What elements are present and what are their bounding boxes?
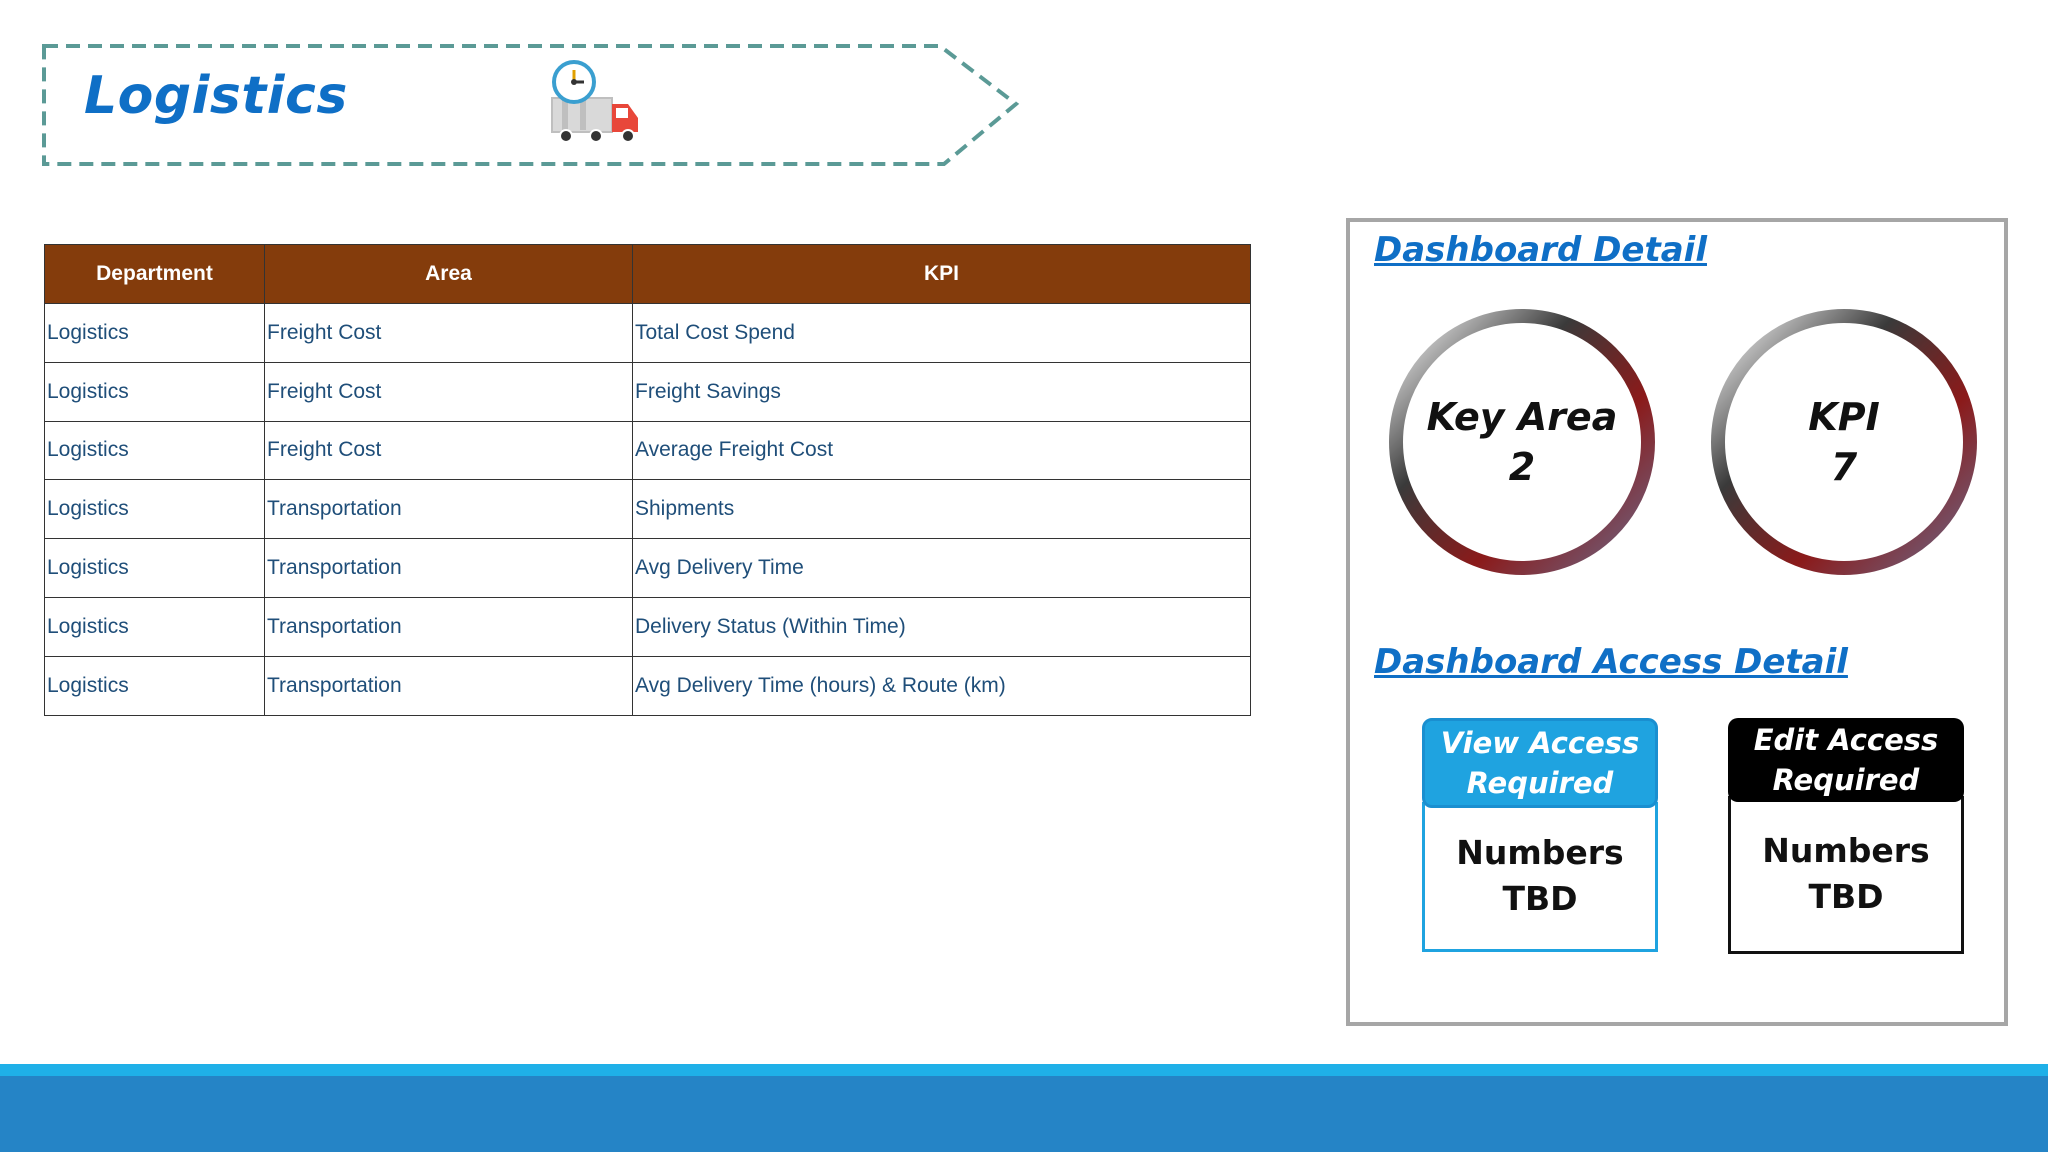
view-access-cap: [1422, 718, 1658, 808]
cell-area: Freight Cost: [265, 304, 633, 363]
table-row: [45, 539, 1251, 598]
cell-department: Logistics: [45, 362, 265, 421]
table-row: [45, 597, 1251, 656]
footer-bar: [0, 1076, 2048, 1152]
kpi-table: [44, 244, 1251, 716]
view-access-card: [1422, 718, 1658, 952]
cell-area: Transportation: [265, 597, 633, 656]
column-header-department: Department: [45, 245, 265, 304]
key-area-ring: [1384, 304, 1660, 580]
dashboard-detail-heading: Dashboard Detail: [1374, 230, 1707, 270]
view-access-required: Required: [1466, 766, 1614, 800]
cell-department: Logistics: [45, 539, 265, 598]
edit-access-cap: [1728, 718, 1964, 802]
view-access-body: [1422, 802, 1658, 952]
kpi-value: 7: [1830, 445, 1858, 489]
cell-kpi: Avg Delivery Time (hours) & Route (km): [633, 656, 1251, 715]
view-access-title: View Access: [1440, 726, 1640, 760]
edit-access-numbers: Numbers: [1762, 830, 1930, 870]
key-area-label: Key Area: [1426, 395, 1618, 439]
cell-kpi: Shipments: [633, 480, 1251, 539]
edit-access-body: [1728, 796, 1964, 954]
dashboard-detail-panel: [1346, 218, 2008, 1026]
header-banner: [40, 40, 1030, 172]
column-header-kpi: KPI: [633, 245, 1251, 304]
view-access-numbers: Numbers: [1456, 832, 1624, 872]
cell-area: Transportation: [265, 539, 633, 598]
view-access-tbd: TBD: [1502, 878, 1578, 918]
cell-area: Transportation: [265, 480, 633, 539]
table-row: [45, 362, 1251, 421]
kpi-ring: [1706, 304, 1982, 580]
cell-area: Freight Cost: [265, 421, 633, 480]
footer-accent-line: [0, 1064, 2048, 1076]
cell-department: Logistics: [45, 421, 265, 480]
cell-area: Freight Cost: [265, 362, 633, 421]
cell-kpi: Avg Delivery Time: [633, 539, 1251, 598]
table-row: [45, 480, 1251, 539]
column-header-area: Area: [265, 245, 633, 304]
cell-kpi: Delivery Status (Within Time): [633, 597, 1251, 656]
access-detail-heading: Dashboard Access Detail: [1374, 642, 1848, 682]
table-row: [45, 421, 1251, 480]
key-area-value: 2: [1508, 445, 1536, 489]
cell-kpi: Average Freight Cost: [633, 421, 1251, 480]
cell-department: Logistics: [45, 480, 265, 539]
edit-access-title: Edit Access: [1753, 723, 1939, 757]
table-header-row: [45, 245, 1251, 304]
cell-area: Transportation: [265, 656, 633, 715]
page-title: Logistics: [84, 66, 348, 126]
kpi-label: KPI: [1808, 395, 1880, 439]
table-row: [45, 304, 1251, 363]
edit-access-required: Required: [1772, 763, 1920, 797]
cell-kpi: Freight Savings: [633, 362, 1251, 421]
edit-access-tbd: TBD: [1808, 876, 1884, 916]
cell-department: Logistics: [45, 597, 265, 656]
table-row: [45, 656, 1251, 715]
cell-kpi: Total Cost Spend: [633, 304, 1251, 363]
edit-access-card: [1728, 718, 1964, 954]
cell-department: Logistics: [45, 304, 265, 363]
cell-department: Logistics: [45, 656, 265, 715]
